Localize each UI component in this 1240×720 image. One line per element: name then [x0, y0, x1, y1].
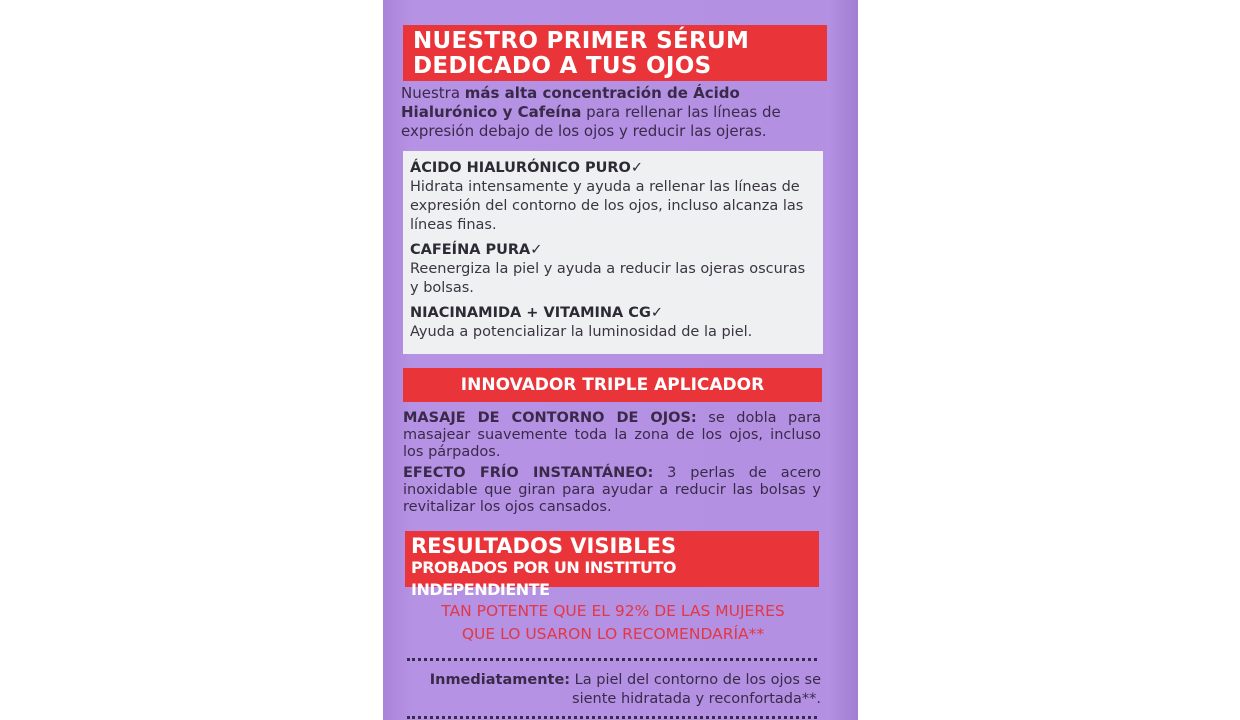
ingredients-panel — [403, 151, 823, 354]
claim-text: TAN POTENTE QUE EL 92% DE LAS MUJERES QUE LO USARON LO RECOMENDARÍA** — [441, 602, 785, 643]
ingredient: CAFEÍNA PURA✓ Reenergiza la piel y ayuda a reducir las ojeras oscuras y bolsas. — [410, 242, 806, 296]
immediate-result: Inmediatamente: La piel del contorno de los ojos se siente hidratada y reconfortada**. — [429, 672, 821, 707]
results-banner: RESULTADOS VISIBLES PROBADOS POR UN INSTITUTO INDEPENDIENTE — [405, 531, 819, 587]
ingredient: NIACINAMIDA + VITAMINA CG✓ Ayuda a potencializar la luminosidad de la piel. — [410, 305, 753, 340]
dotted-divider — [407, 716, 817, 719]
applicator-banner: INNOVADOR TRIPLE APLICADOR — [403, 368, 822, 402]
headline-banner: NUESTRO PRIMER SÉRUM DEDICADO A TUS OJOS — [403, 25, 827, 81]
ingredient: ÁCIDO HIALURÓNICO PURO✓ Hidrata intensamente y ayuda a rellenar las líneas de expresión del contorno de los ojos, incluso alcanza las líneas finas. — [410, 160, 804, 233]
product-box — [383, 0, 858, 720]
applicator-features — [403, 410, 821, 520]
intro-text: Nuestra más alta concentración de Ácido Hialurónico y Cafeína para rellenar las líneas de expresión debajo de los ojos y reducir las ojeras. — [401, 84, 781, 140]
dotted-divider — [407, 658, 817, 661]
feature: MASAJE DE CONTORNO DE OJOS: se dobla para masajear suavemente toda la zona de los ojos, incluso los párpados. — [403, 410, 821, 460]
feature: EFECTO FRÍO INSTANTÁNEO: 3 perlas de acero inoxidable que giran para ayudar a reducir las bolsas y revitalizar los ojos cansados. — [403, 465, 821, 515]
